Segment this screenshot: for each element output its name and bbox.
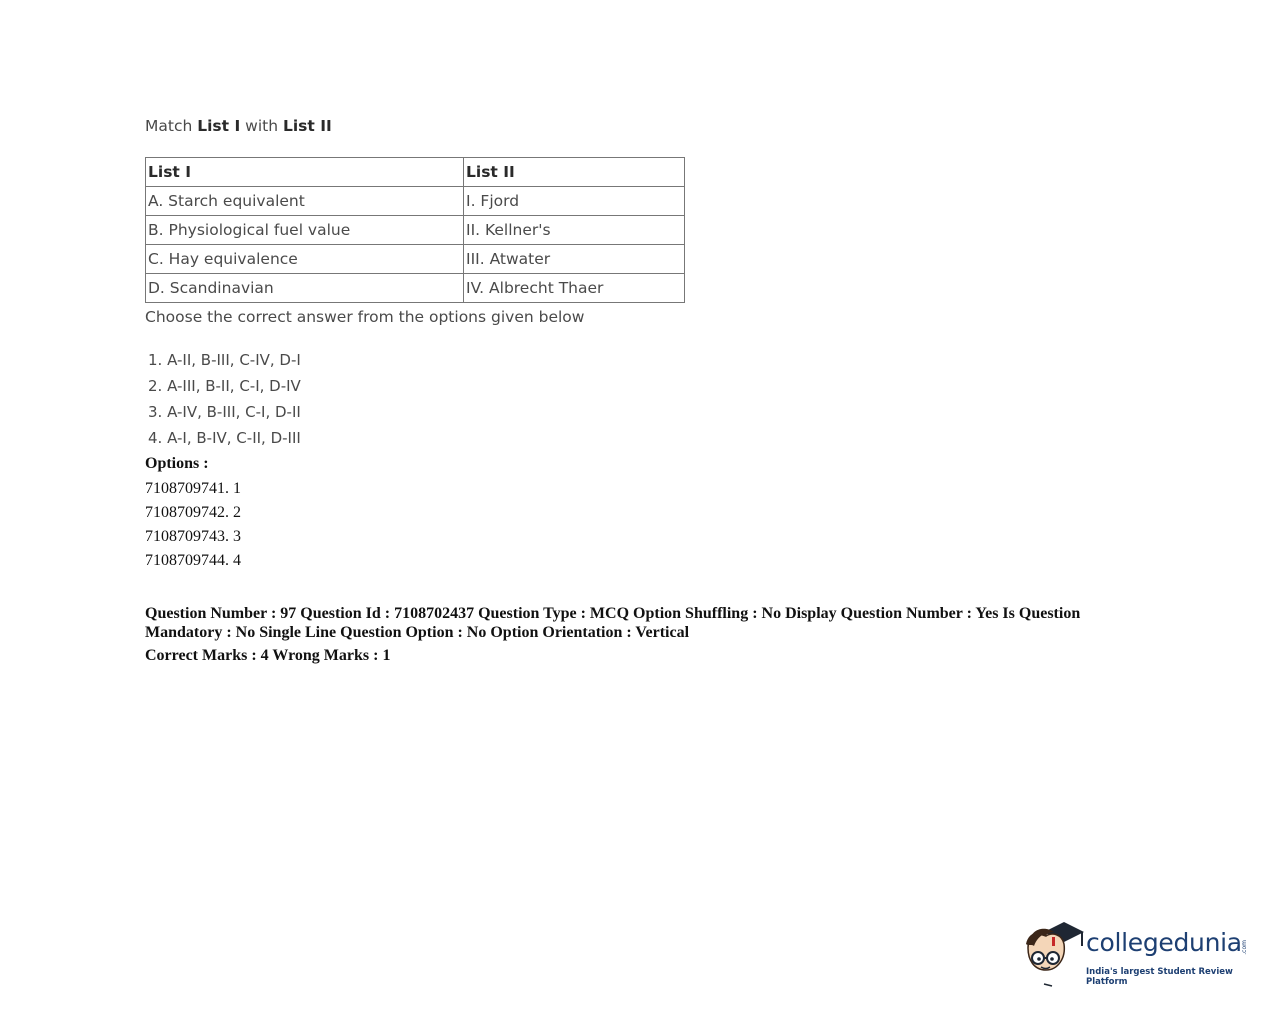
collegedunia-logo <box>1022 918 1262 988</box>
table-row <box>146 245 685 274</box>
table-cell: A. Starch equivalent <box>146 187 464 216</box>
answer-choice: 3. A-IV, B-III, C-I, D-II <box>148 403 301 421</box>
answer-choice: 1. A-II, B-III, C-IV, D-I <box>148 351 301 369</box>
table-header-row <box>146 158 685 187</box>
table-cell: I. Fjord <box>464 187 685 216</box>
intro-mid: with <box>240 117 283 135</box>
options-heading: Options : <box>145 455 209 472</box>
answer-choice: 2. A-III, B-II, C-I, D-IV <box>148 377 301 395</box>
logo-suffix: .com <box>1241 940 1248 955</box>
intro-list1: List I <box>197 117 241 135</box>
question-intro <box>145 117 332 135</box>
answer-choices <box>148 349 301 453</box>
marks-info: Correct Marks : 4 Wrong Marks : 1 <box>145 647 391 664</box>
table-header-list2: List II <box>464 158 685 187</box>
option-item: 7108709744. 4 <box>145 552 241 569</box>
instruction-text: Choose the correct answer from the options given below <box>145 308 585 326</box>
logo-wordmark: collegedunia <box>1086 928 1242 957</box>
table-row <box>146 216 685 245</box>
mascot-icon <box>1022 918 1086 988</box>
table-cell: B. Physiological fuel value <box>146 216 464 245</box>
question-metadata: Question Number : 97 Question Id : 7108702437 Question Type : MCQ Option Shuffling : No Display Question Number : Yes Is Question Mandatory : No Single Line Question Option : No Option Orientation : Vertical <box>145 605 1081 641</box>
intro-list2: List II <box>282 117 332 135</box>
table-cell: D. Scandinavian <box>146 274 464 303</box>
table-row <box>146 187 685 216</box>
table-cell: III. Atwater <box>464 245 685 274</box>
logo-tagline: India's largest Student Review Platform <box>1086 967 1233 987</box>
options-list <box>145 479 241 575</box>
table-cell: IV. Albrecht Thaer <box>464 274 685 303</box>
intro-prefix: Match <box>145 117 198 135</box>
answer-choice: 4. A-I, B-IV, C-II, D-III <box>148 429 301 447</box>
table-cell: II. Kellner's <box>464 216 685 245</box>
table-row <box>146 274 685 303</box>
match-table <box>145 157 685 303</box>
option-item: 7108709741. 1 <box>145 480 241 497</box>
option-item: 7108709742. 2 <box>145 504 241 521</box>
option-item: 7108709743. 3 <box>145 528 241 545</box>
table-cell: C. Hay equivalence <box>146 245 464 274</box>
table-header-list1: List I <box>146 158 464 187</box>
